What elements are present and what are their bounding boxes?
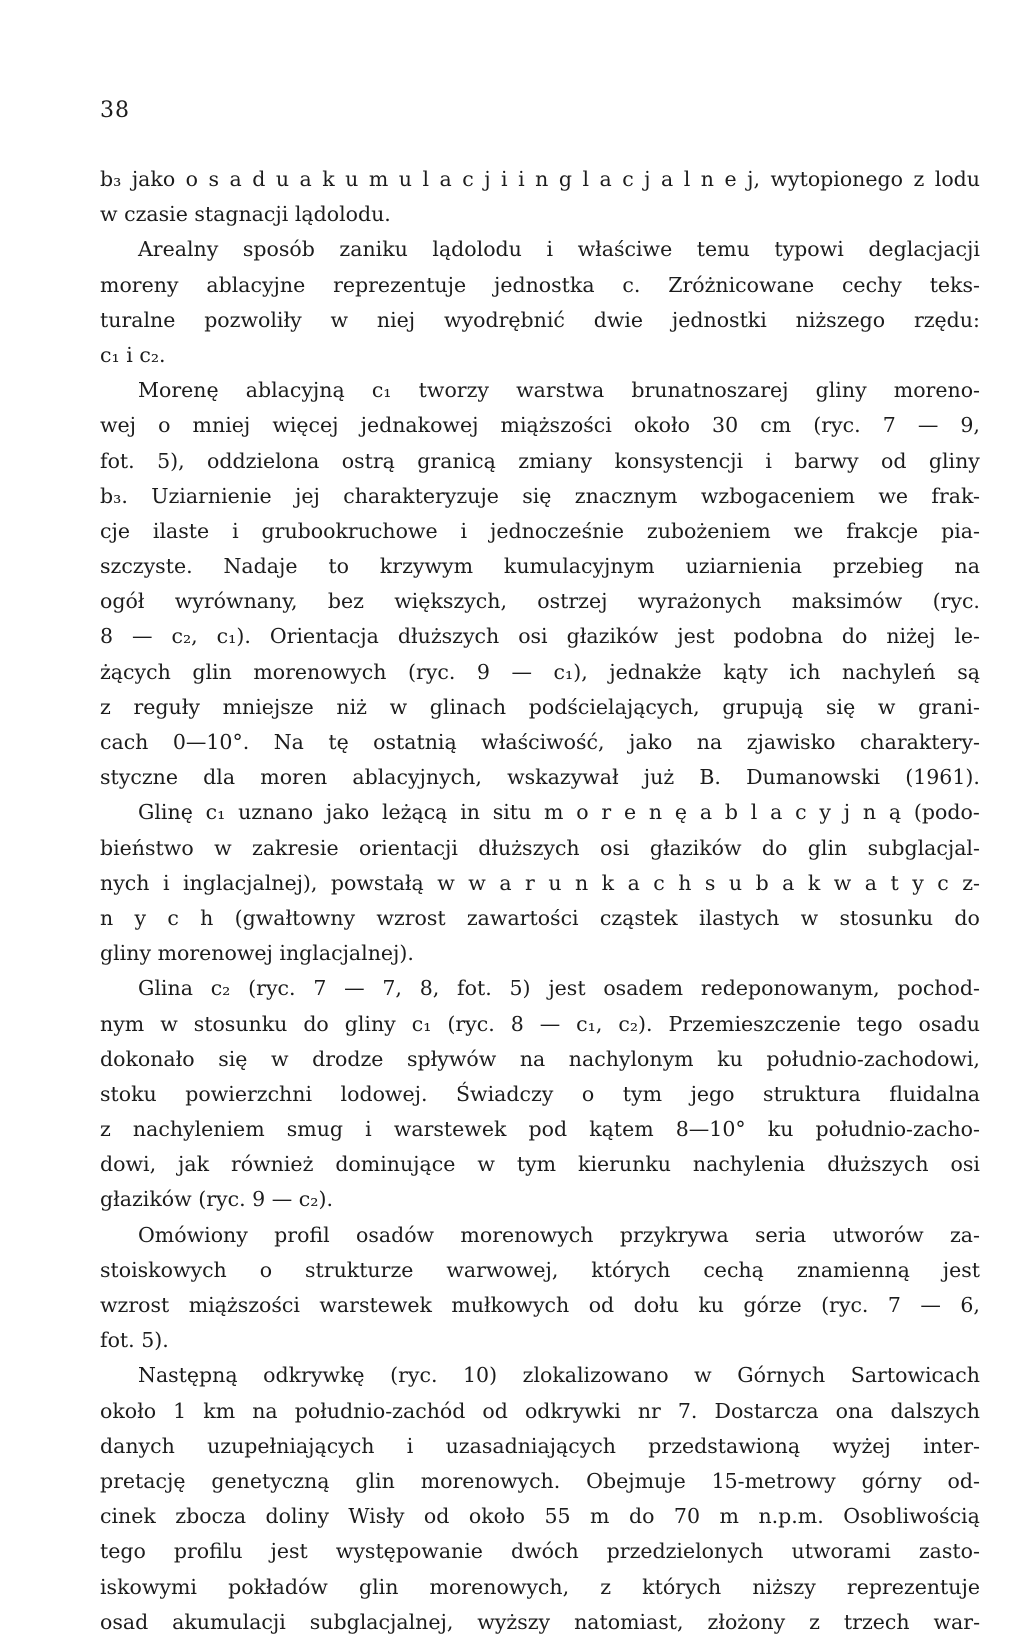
text-line: wzrost miąższości warstewek mułkowych od dołu ku górze (ryc. 7 — 6,: [100, 1293, 980, 1317]
text-line: cje ilaste i grubookruchowe i jednocześnie zubożeniem we frakcje pia-: [100, 518, 980, 543]
text-line: Omówiony profil osadów morenowych przykrywa seria utworów za-: [138, 1222, 980, 1247]
text-line: pretację genetyczną glin morenowych. Obejmuje 15-metrowy górny od-: [100, 1468, 980, 1493]
body-text: [100, 162, 980, 1640]
text-line: fot. 5), oddzielona ostrą granicą zmiany konsystencji i barwy od gliny: [100, 448, 980, 473]
text-line: z reguły mniejsze niż w glinach podścielających, grupują się w grani-: [100, 694, 980, 719]
text-line: cinek zbocza doliny Wisły od około 55 m do 70 m n.p.m. Osobliwością: [100, 1504, 980, 1529]
text-line: cach 0—10°. Na tę ostatnią właściwość, jako na zjawisko charaktery-: [100, 730, 980, 754]
text-line: Arealny sposób zaniku lądolodu i właściwe temu typowi deglacjacji: [138, 237, 980, 262]
text-line: stoiskowych o strukturze warwowej, których cechą znamienną jest: [100, 1257, 980, 1282]
text-line: bieństwo w zakresie orientacji dłuższych osi głazików do glin subglacjal-: [100, 835, 980, 860]
text-line: b₃. Uziarnienie jej charakteryzuje się znacznym wzbogaceniem we frak-: [100, 483, 980, 508]
text-line: dowi, jak również dominujące w tym kierunku nachylenia dłuższych osi: [100, 1152, 980, 1177]
text-line: c₁ i c₂.: [100, 342, 166, 367]
text-line: wej o mniej więcej jednakowej miąższości około 30 cm (ryc. 7 — 9,: [100, 413, 980, 438]
text-line: osad akumulacji subglacjalnej, wyższy natomiast, złożony z trzech war-: [100, 1609, 980, 1634]
page-number: 38: [100, 98, 130, 123]
text-line: iskowymi pokładów glin morenowych, z których niższy reprezentuje: [100, 1574, 980, 1599]
text-line: stoku powierzchni lodowej. Świadczy o tym jego struktura fluidalna: [100, 1081, 980, 1106]
text-line: tego profilu jest występowanie dwóch przedzielonych utworami zasto-: [100, 1539, 980, 1564]
text-line: nych i inglacjalnej), powstałą w w a r u n k a c h s u b a k w a t y c z-: [100, 870, 980, 895]
text-line: głazików (ryc. 9 — c₂).: [100, 1187, 334, 1212]
text-line: dokonało się w drodze spływów na nachylonym ku południo-zachodowi,: [100, 1046, 980, 1071]
text-line: w czasie stagnacji lądolodu.: [100, 202, 391, 227]
text-line: styczne dla moren ablacyjnych, wskazywał już B. Dumanowski (1961).: [100, 765, 980, 790]
text-line: fot. 5).: [100, 1328, 169, 1353]
text-line: Morenę ablacyjną c₁ tworzy warstwa brunatnoszarej gliny moreno-: [138, 378, 980, 403]
text-line: gliny morenowej inglacjalnej).: [100, 941, 414, 966]
text-line: turalne pozwoliły w niej wyodrębnić dwie jednostki niższego rzędu:: [100, 307, 980, 332]
text-line: ogół wyrównany, bez większych, ostrzej wyrażonych maksimów (ryc.: [100, 589, 980, 614]
text-line: żących glin morenowych (ryc. 9 — c₁), jednakże kąty ich nachyleń są: [100, 659, 980, 684]
text-line: Glina c₂ (ryc. 7 — 7, 8, fot. 5) jest osadem redeponowanym, pochod-: [138, 976, 980, 1001]
text-line: szczyste. Nadaje to krzywym kumulacyjnym uziarnienia przebieg na: [100, 554, 980, 579]
text-line: nym w stosunku do gliny c₁ (ryc. 8 — c₁, c₂). Przemieszczenie tego osadu: [100, 1011, 980, 1036]
text-line: danych uzupełniających i uzasadniających przedstawioną wyżej inter-: [100, 1433, 980, 1458]
text-line: Glinę c₁ uznano jako leżącą in situ m o r e n ę a b l a c y j n ą (podo-: [138, 800, 980, 825]
text-line: około 1 km na południo-zachód od odkrywki nr 7. Dostarcza ona dalszych: [100, 1398, 980, 1423]
text-line: z nachyleniem smug i warstewek pod kątem 8—10° ku południo-zacho-: [100, 1117, 980, 1142]
text-line: Następną odkrywkę (ryc. 10) zlokalizowano w Górnych Sartowicach: [138, 1363, 980, 1388]
text-line: b₃ jako o s a d u a k u m u l a c j i i n g l a c j a l n e j, wytopionego z lodu: [100, 167, 980, 191]
text-line: 8 — c₂, c₁). Orientacja dłuższych osi głazików jest podobna do niżej le-: [100, 624, 980, 649]
text-line: n y c h (gwałtowny wzrost zawartości cząstek ilastych w stosunku do: [100, 905, 980, 930]
text-line: moreny ablacyjne reprezentuje jednostka c. Zróżnicowane cechy teks-: [100, 272, 980, 297]
